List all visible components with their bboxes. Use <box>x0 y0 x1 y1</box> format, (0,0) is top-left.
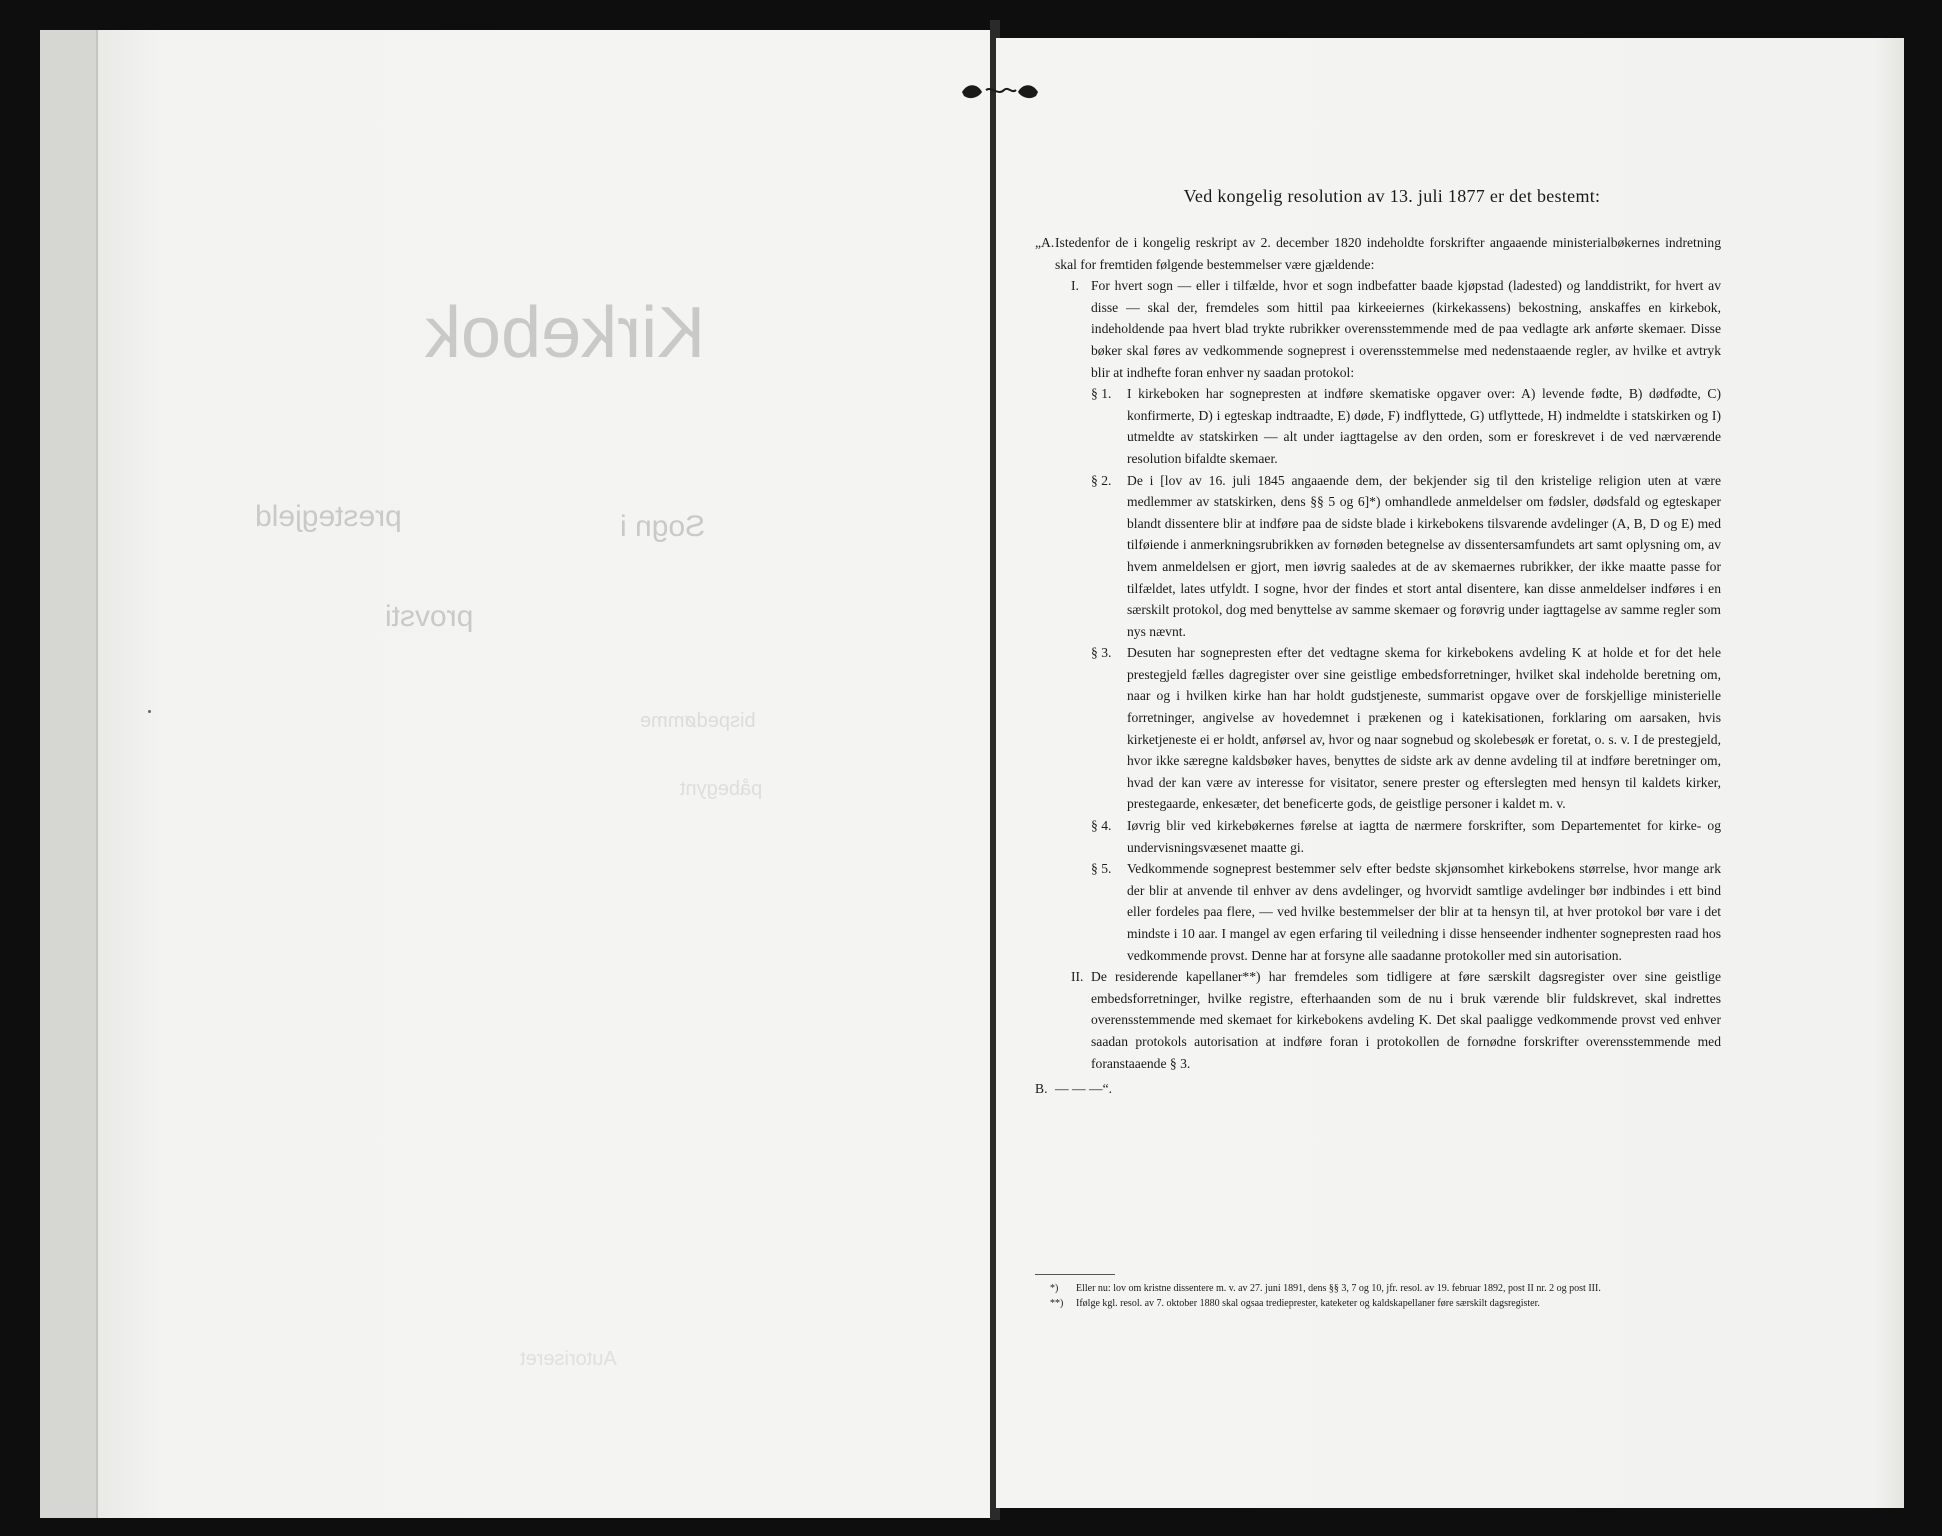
resolution-body <box>1035 232 1721 1100</box>
paragraph-text: Iøvrig blir ved kirkebøkernes førelse at iagtta de nærmere forskrifter, som Departementet for kirke- og undervisningsvæsenet maatte gi. <box>1127 818 1721 855</box>
page-heading: Ved kongelig resolution av 13. juli 1877 er det bestemt: <box>1183 186 1601 206</box>
paragraph-text: Desuten har sognepresten efter det vedtagne skema for kirkebokens avdeling K at holde et for det hele prestegjeld fælles dagregister over sine geistlige embedsforretninger, hvilket skal indeholde beretning om, naar og i hvilken kirke han har holdt gudstjeneste, summarist opgave over de forskjellige ministerielle forretninger, angivelse av hovedemnet i prækenen og i katekisationen, forklaring om aarsaken, hvis kirketjeneste ei er holdt, anførsel av, hvor og naar sognebud og skolebesøk er foretat, o. s. v. I de prestegjeld, hvor ikke særegne kaldsbøker haves, benyttes de sidste ark av denne avdeling til at indføre beretninger om, hvad der kan være av interesse for visitator, senere prester og efterslegten med hensyn til kaldets kirker, prestegaarde, enkesæter, det beneficerte gods, de geistlige personer i kaldet m. v. <box>1127 645 1721 812</box>
ornament-icon <box>960 78 1040 106</box>
section-text: De residerende kapellaner**) har fremdeles som tidligere at føre særskilt dagsregister over sine geistlige embedsforretninger, hvilke registre, efterhaanden som de nu i bruk værende blir fuldskrevet, skal indrettes overensstemmende med skemaet for kirkebokens avdeling K. Det skal paaligge vedkommende provst ved enhver saadan protokols autorisation at indføre foran i protokollen de fornødne forskrifter overensstemmende med foranstaaende § 3. <box>1091 969 1721 1071</box>
footnote-divider <box>1035 1274 1115 1275</box>
footnote-label: *) <box>1050 1283 1059 1294</box>
ghost-title: Kirkebok <box>425 293 706 373</box>
footnote-text: Ifølge kgl. resol. av 7. oktober 1880 skal ogsaa tredieprester, kateketer og kaldskapellaner føre særskilt dagsregister. <box>1076 1297 1540 1309</box>
ghost-line-sogn: Sogn i <box>620 510 706 543</box>
left-page-edge <box>40 30 98 1518</box>
ghost-line-autoriseret: Autoriseret <box>520 1348 617 1370</box>
paragraph-label: § 3. <box>1091 645 1112 661</box>
section-i <box>1035 275 1721 383</box>
ghost-line-pabegynt: påbegynt <box>680 778 763 800</box>
paragraph-5 <box>1035 858 1721 966</box>
section-label: B. <box>1035 1081 1048 1097</box>
left-page <box>40 30 992 1518</box>
section-b <box>1035 1078 1721 1100</box>
paragraph-label: § 4. <box>1091 818 1112 834</box>
footnote <box>1050 1282 1720 1297</box>
paragraph-label: § 5. <box>1091 861 1112 877</box>
paragraph-label: § 2. <box>1091 472 1112 488</box>
paragraph-2 <box>1035 470 1721 643</box>
section-label: II. <box>1071 969 1084 985</box>
paragraph-label: § 1. <box>1091 386 1112 402</box>
ghost-line-prestegjeld: prestegjeld <box>255 500 402 533</box>
footnote <box>1050 1297 1720 1312</box>
ghost-line-bispedomme: bispedømme <box>640 710 756 732</box>
section-text: Istedenfor de i kongelig reskript av 2. december 1820 indeholdte forskrifter angaaende ministerialbøkernes indretning skal for fremtiden følgende bestemmelser være gjældende: <box>1055 235 1721 272</box>
section-label: „A. <box>1035 235 1055 250</box>
paragraph-text: Vedkommende sogneprest bestemmer selv efter bedste skjønsomhet kirkebokens størrelse, hvor mange ark der blir at anvende til enhver av dens avdelinger, og hvorvidt samtlige avdelinger bør indbindes i ett bind eller fordeles paa flere, — ved hvilke bestemmelser der blir at ta hensyn til, at hver protokol bør vare i det mindste i 10 aar. I mangel av egen erfaring til veiledning i disse henseender indhenter sognepresten raad hos vedkommende provst. Denne har at forsyne alle saadanne protokoller med sin autorisation. <box>1127 861 1721 963</box>
section-text: For hvert sogn — eller i tilfælde, hvor et sogn indbefatter baade kjøpstad (ladested) og landdistrikt, for hvert av disse — skal der, fremdeles som hittil paa kirkeeiernes (kirkekassens) bekostning, anskaffes en kirkebok, indeholdende paa hvert blad trykte rubrikker overensstemmende med de paa vedlagte ark anførte skemaer. Disse bøker skal føres av vedkommende sogneprest i overensstemmelse med nedenstaaende regler, av hvilke et avtryk blir at indhefte foran enhver ny saadan protokol: <box>1091 278 1721 380</box>
footnote-text: Eller nu: lov om kristne dissentere m. v. av 27. juni 1891, dens §§ 3, 7 og 10, jfr. resol. av 19. februar 1892, post II nr. 2 og post III. <box>1076 1283 1601 1294</box>
paragraph-4 <box>1035 815 1721 858</box>
section-ii <box>1035 966 1721 1074</box>
section-text: — — —“. <box>1055 1081 1113 1097</box>
footnote-label: **) <box>1050 1297 1064 1309</box>
footnotes <box>1050 1282 1720 1311</box>
paragraph-text: De i [lov av 16. juli 1845 angaaende dem, der bekjender sig til den kristelige religion uten at være medlemmer av statskirken, dens §§ 5 og 6]*) omhandlede anmeldelser om fødsler, dødsfald og egteskaper blandt dissentere blir at indføre paa de sidste blade i kirkebokens tilsvarende avdelinger (A, B, D og E) med tilføiende i anmerkningsrubrikken av fornøden betegnelse av dissentersamfundets art samt oplysning om, av hvem anmeldelsen er gjort, men iøvrig saaledes at de av skemaernes rubrikker, der ikke maatte passe for tilfældet, lates utfyldt. I sogne, hvor der findes et stort antal disentere, kan disse anmeldelser indføres i en særskilt protokol, dog med benyttelse av samme skemaer og forøvrig under iagttagelse av samme regler som nys nævnt. <box>1127 472 1721 639</box>
section-a <box>1035 232 1721 275</box>
paragraph-1 <box>1035 383 1721 469</box>
paragraph-3 <box>1035 642 1721 815</box>
section-label: I. <box>1071 278 1079 294</box>
paper-speck <box>148 710 151 713</box>
ghost-line-provsti: provsti <box>385 600 474 633</box>
paragraph-text: I kirkeboken har sognepresten at indføre skematiske opgaver over: A) levende fødte, B) dødfødte, C) konfirmerte, D) i egteskap indtraadte, E) døde, F) indflyttede, G) utflyttede, H) indmeldte i statskirken og I) utmeldte av statskirken — alt under iagttagelse av den orden, som er foreskrevet i de ved nærværende resolution bifaldte skemaer. <box>1127 386 1721 466</box>
